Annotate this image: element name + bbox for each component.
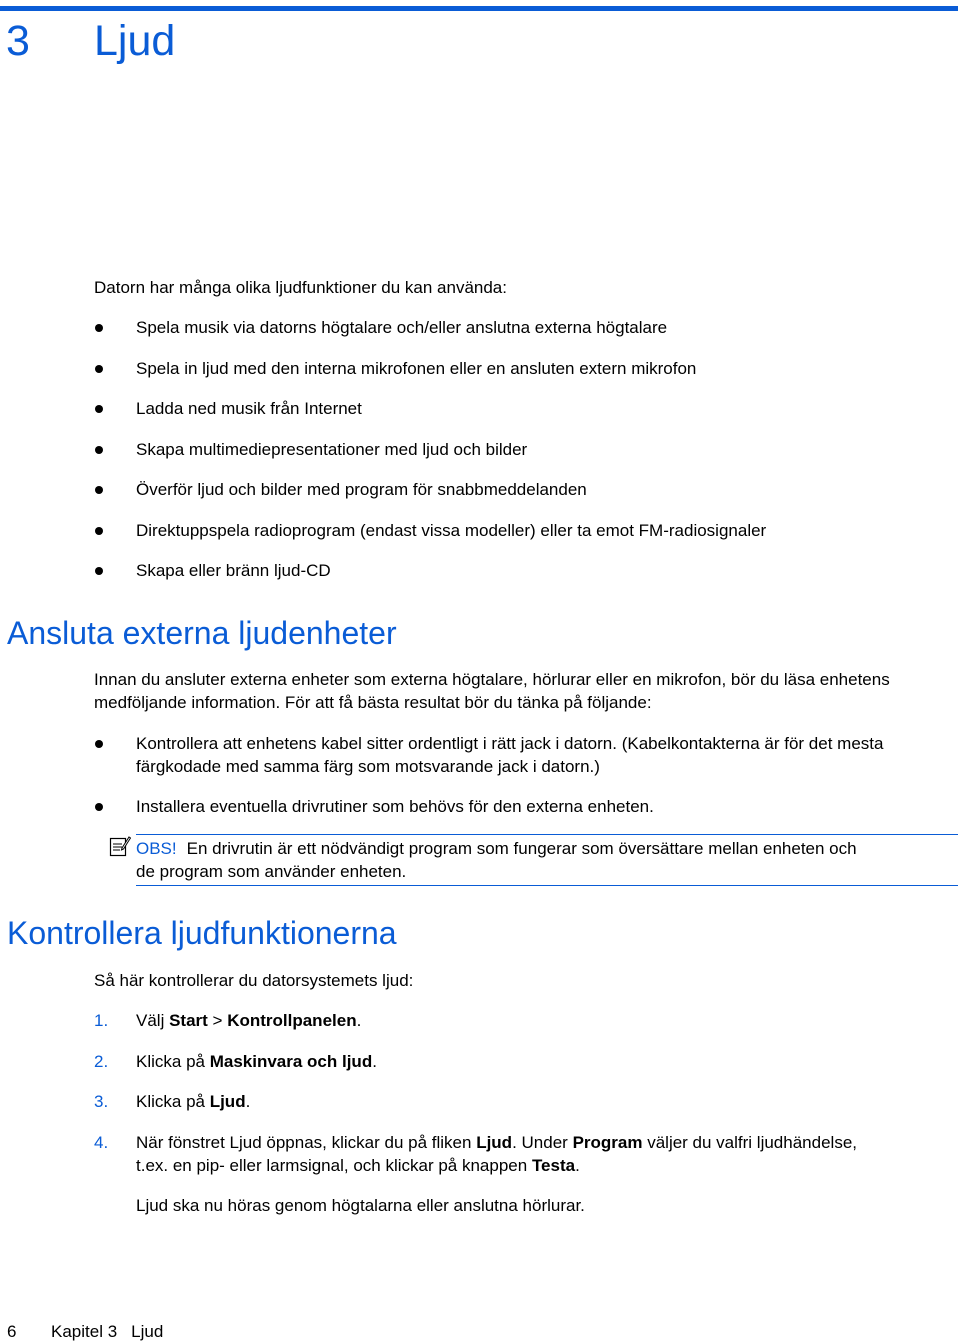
bullet-dot-icon [95,405,103,413]
bullet-dot-icon [95,446,103,454]
chapter-number: 3 [6,17,30,65]
page-number: 6 [7,1322,17,1341]
step-item: 1. Välj Start > Kontrollpanelen. [94,1011,362,1030]
list-item: Ladda ned musik från Internet [94,397,766,438]
step-item: 3. Klicka på Ljud. [94,1092,251,1111]
list-item: Spela musik via datorns högtalare och/eller anslutna externa högtalare [94,316,766,357]
step-list [94,1009,960,1194]
note-box [136,834,958,886]
note-text: En drivrutin är ett nödvändigt program som fungerar som översättare mellan enheten och [186,839,857,858]
list-item: Spela in ljud med den interna mikrofonen eller en ansluten extern mikrofon [94,357,766,398]
step-number: 3. [94,1092,109,1111]
section-heading-check: Kontrollera ljudfunktionerna [7,915,397,951]
bullet-dot-icon [95,324,103,332]
note-pencil-icon [109,835,131,857]
feature-list [94,316,766,600]
footer-chapter-name: Ljud [131,1322,164,1341]
check-intro: Så här kontrollerar du datorsystemets ljud: [94,971,414,990]
page-footer [7,1320,163,1343]
header-rule [0,6,958,11]
step-item: 4. När fönstret Ljud öppnas, klickar du på fliken Ljud. Under Program väljer du valfri ljudhändelse, t.ex. en pip- eller larmsignal, och klickar på knappen Testa. [94,1132,857,1175]
list-item: Direktuppspela radioprogram (endast vissa modeller) eller ta emot FM-radiosignaler [94,519,766,560]
chapter-name: Ljud [94,17,176,65]
section-heading-connect: Ansluta externa ljudenheter [7,615,397,651]
bullet-dot-icon [95,567,103,575]
bullet-dot-icon [95,803,103,811]
step-number: 4. [94,1132,109,1152]
note-text-continued: de program som använder enheten. [136,862,407,881]
list-item: Kontrollera att enhetens kabel sitter ordentligt i rätt jack i datorn. (Kabelkontakterna är för det mesta färgkodade med samma färg som motsvarande jack i datorn.) [94,732,960,795]
step-item: 2. Klicka på Maskinvara och ljud. [94,1051,377,1071]
chapter-title [6,16,175,66]
intro-paragraph: Datorn har många olika ljudfunktioner du kan använda: [94,278,507,297]
bullet-dot-icon [95,740,103,748]
note-label: OBS! [136,839,177,858]
footer-chapter-label: Kapitel 3 [51,1322,118,1341]
list-item: Överför ljud och bilder med program för snabbmeddelanden [94,478,766,519]
bullet-dot-icon [95,527,103,535]
connect-list [94,732,960,818]
result-paragraph: Ljud ska nu höras genom högtalarna eller anslutna hörlurar. [136,1196,585,1215]
connect-paragraph: Innan du ansluter externa enheter som externa högtalare, hörlurar eller en mikrofon, bör du läsa enhetens medföljande information. För att få bästa resultat bör du tänka på följande: [94,670,890,712]
bullet-dot-icon [95,365,103,373]
list-item: Skapa multimediepresentationer med ljud och bilder [94,438,766,479]
step-number: 2. [94,1051,109,1071]
list-item: Skapa eller bränn ljud-CD [94,559,766,600]
bullet-dot-icon [95,486,103,494]
list-item: Installera eventuella drivrutiner som behövs för den externa enheten. [94,795,960,818]
step-number: 1. [94,1011,109,1030]
